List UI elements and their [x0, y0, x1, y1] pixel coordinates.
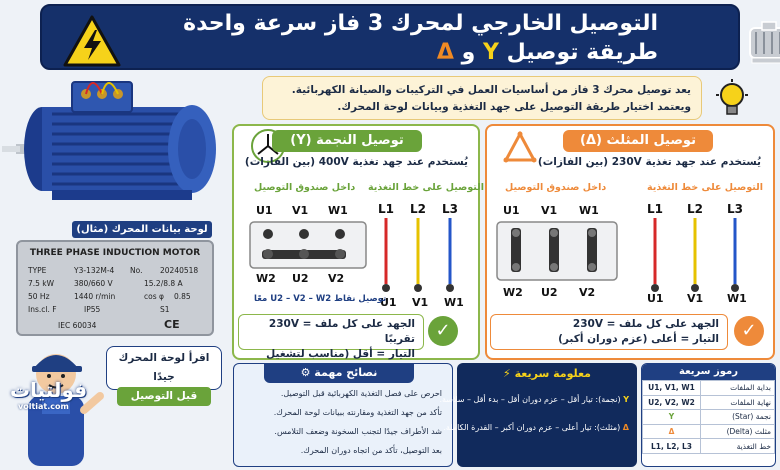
tip-item: بعد التوصيل، تأكد من اتجاه دوران المحرك.: [300, 446, 442, 455]
np-cell: 15.2/8.8 A: [144, 279, 183, 288]
nameplate-title: THREE PHASE INDUCTION MOTOR: [29, 248, 201, 258]
np-cell: IP55: [84, 305, 101, 314]
check-icon: ✓: [428, 316, 458, 346]
motor-illustration: [2, 64, 230, 216]
np-cell: S1: [160, 305, 170, 314]
title-and: و: [461, 40, 476, 65]
delta-line-l2: L2: [687, 202, 703, 216]
star-box-u2: U2: [292, 272, 309, 285]
star-result-box: [238, 314, 424, 360]
delta-supply-label: التوصيل على خط التغذية: [647, 182, 763, 193]
star-supply-u1: U1: [380, 296, 397, 309]
delta-box-u2: U2: [541, 286, 558, 299]
delta-box-label: داخل صندوق التوصيل: [505, 182, 607, 193]
delta-result-voltage: الجهد على كل ملف = 230V: [572, 318, 719, 330]
np-cell: Ins.cl. F: [28, 305, 57, 314]
delta-box-u1: U1: [503, 204, 520, 217]
intro-box: [262, 76, 702, 120]
star-line-l2: L2: [410, 202, 426, 216]
np-cell: No.: [130, 266, 143, 275]
table-row: [643, 424, 775, 439]
symbol-code: Δ: [643, 424, 701, 439]
quick-info-box: [439, 363, 637, 467]
delta-supply-w1: W1: [727, 292, 747, 305]
delta-supply-u1: U1: [647, 292, 664, 305]
intro-line1: يعد توصيل محرك 3 فاز من أساسيات العمل في التركيبات والصيانة الكهربائية.: [291, 84, 691, 96]
info-heading: [457, 367, 637, 380]
np-cell: 50 Hz: [28, 292, 50, 301]
np-cell: 1440 r/min: [74, 292, 116, 301]
table-row: [643, 395, 775, 410]
check-icon: ✓: [734, 316, 764, 346]
np-cell: 0.85: [174, 292, 191, 301]
delta-supply-wires: [643, 218, 747, 294]
delta-result-box: [490, 314, 728, 350]
symbol-meaning: بداية الملفات: [701, 381, 775, 396]
delta-box-v1: V1: [541, 204, 558, 217]
title-line2-prefix: طريقة توصيل: [506, 40, 658, 65]
star-result-voltage: الجهد على كل ملف = 230V تقريبًا: [268, 318, 415, 345]
info-star-row: [439, 395, 629, 404]
high-voltage-warning-icon: [62, 14, 122, 68]
star-box-label: داخل صندوق التوصيل: [254, 182, 356, 193]
lightbulb-icon: [712, 78, 752, 120]
motor-icon: [740, 20, 780, 66]
star-box-w2: W2: [256, 272, 276, 285]
symbol-code: U2, V2, W2: [643, 395, 701, 410]
symbols-heading: رموز سريعة: [642, 364, 775, 380]
speech-bubble: [106, 346, 222, 402]
star-point-note: توصيل نقاط U2 – V2 – W2 معًا: [254, 294, 387, 304]
lightning-icon: ⚡: [503, 367, 511, 380]
intro-line2: ويعتمد اختيار طريقة التوصيل على جهد التغذية وبيانات لوحة المحرك.: [337, 101, 691, 113]
nameplate-standard: IEC 60034: [58, 321, 97, 330]
star-supply-v1: V1: [412, 296, 429, 309]
star-terminal-box: [248, 220, 368, 270]
np-cell: cos φ: [144, 292, 164, 301]
ce-mark: CE: [164, 318, 180, 331]
info-delta-symbol: Δ: [622, 423, 629, 432]
delta-box-w2: W2: [503, 286, 523, 299]
star-box-v2: V2: [328, 272, 345, 285]
star-line-l3: L3: [442, 202, 458, 216]
table-row: [643, 439, 775, 454]
star-line-l1: L1: [378, 202, 394, 216]
symbol-meaning: مثلث (Delta): [701, 424, 775, 439]
delta-box-v2: V2: [579, 286, 596, 299]
star-box-v1: V1: [292, 204, 309, 217]
star-box-w1: W1: [328, 204, 348, 217]
table-row: [643, 381, 775, 396]
delta-heading: توصيل المثلث (Δ): [563, 130, 713, 152]
info-delta-row: [443, 423, 629, 432]
title-y-symbol: Y: [482, 40, 499, 65]
motor-nameplate: [16, 240, 214, 336]
symbol-code: U1, V1, W1: [643, 381, 701, 396]
symbols-table: [642, 380, 775, 454]
delta-supply-v1: V1: [687, 292, 704, 305]
gear-icon: ⚙: [300, 366, 311, 379]
title-line1: التوصيل الخارجي لمحرك 3 فاز سرعة واحدة: [183, 11, 658, 36]
bubble-line2: قبل التوصيل: [117, 387, 211, 406]
np-cell: Y3-132M-4: [74, 266, 115, 275]
title-line2: [437, 40, 658, 65]
title-delta-symbol: Δ: [436, 40, 454, 65]
star-supply-w1: W1: [444, 296, 464, 309]
star-usage: يُستخدم عند جهد تغذية 400V (بين الفازات): [244, 156, 468, 168]
info-star-text: (نجمة): تيار أقل – عزم دوران أقل – بدء أقل – سلاسة.: [439, 395, 621, 404]
delta-terminal-box: [495, 220, 619, 282]
bubble-line1: اقرأ لوحة المحرك جيدًا: [118, 352, 210, 383]
brand-url: voltiat.com: [18, 402, 69, 411]
tip-item: تأكد من جهد التغذية ومقارنته ببيانات لوحة المحرك.: [273, 408, 442, 417]
tips-heading-text: نصائح مهمة: [314, 366, 378, 379]
brand-name: فولتيات: [10, 378, 88, 402]
delta-box-w1: W1: [579, 204, 599, 217]
np-cell: 380/660 V: [74, 279, 113, 288]
delta-line-l1: L1: [647, 202, 663, 216]
delta-symbol-icon: [503, 130, 537, 164]
np-cell: TYPE: [28, 266, 47, 275]
symbol-code: Y: [643, 410, 701, 425]
star-result-current: التيار = أقل (مناسب لتشغيل: [266, 348, 415, 360]
np-cell: 20240518: [160, 266, 199, 275]
delta-line-l3: L3: [727, 202, 743, 216]
table-row: [643, 410, 775, 425]
delta-usage: يُستخدم عند جهد تغذية 230V (بين الفازات): [537, 156, 761, 168]
star-supply-label: التوصيل على خط التغذية: [368, 182, 484, 193]
tips-box: [233, 363, 453, 467]
symbol-meaning: نجمة (Star): [701, 410, 775, 425]
delta-result-current: التيار = أعلى (عزم دوران أكبر): [558, 333, 719, 345]
tip-item: احرص على فصل التغذية الكهربائية قبل التوصيل.: [280, 389, 442, 398]
info-delta-text: (مثلث): تيار أعلى – عزم دوران أكبر – القدرة الكاملة.: [443, 423, 621, 432]
tip-item: شد الأطراف جيدًا لتجنب السخونة وضعف التلامس.: [274, 427, 442, 436]
symbol-code: L1, L2, L3: [643, 439, 701, 454]
symbol-meaning: نهاية الملفات: [701, 395, 775, 410]
star-heading: توصيل النجمة (Y): [272, 130, 422, 152]
star-supply-wires: [374, 218, 470, 298]
info-star-symbol: Y: [623, 395, 629, 404]
quick-symbols-box: [641, 363, 776, 467]
symbol-meaning: خط التغذية: [701, 439, 775, 454]
star-box-u1: U1: [256, 204, 273, 217]
nameplate-label: لوحة بيانات المحرك (مثال): [72, 221, 212, 238]
np-cell: 7.5 kW: [28, 279, 55, 288]
info-heading-text: معلومة سريعة: [514, 367, 591, 380]
tips-heading: [264, 363, 414, 383]
title-banner: [40, 4, 740, 70]
